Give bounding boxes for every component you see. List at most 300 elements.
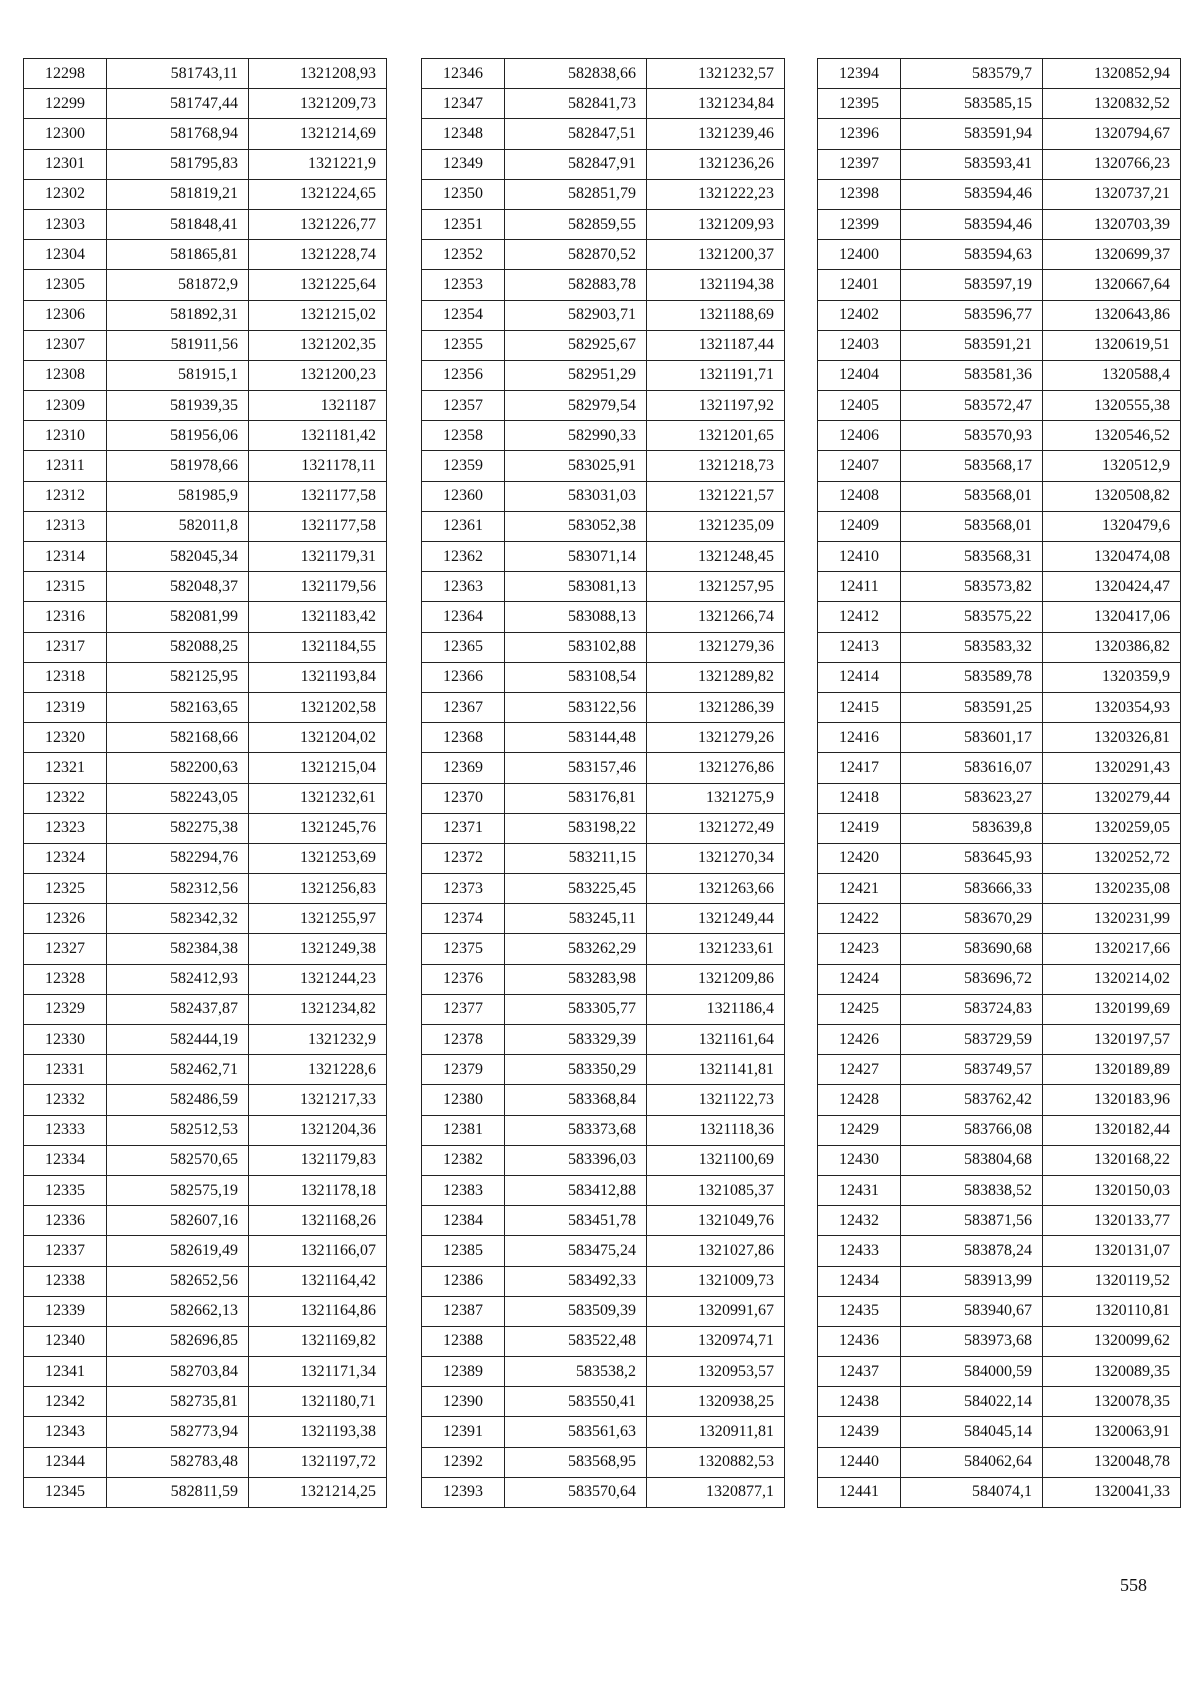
x-coordinate-cell: 583690,68 bbox=[901, 934, 1043, 964]
x-coordinate-cell: 582619,49 bbox=[107, 1236, 249, 1266]
x-coordinate-cell: 582088,25 bbox=[107, 632, 249, 662]
y-coordinate-cell: 1321221,57 bbox=[647, 481, 785, 511]
x-coordinate-cell: 581795,83 bbox=[107, 149, 249, 179]
x-coordinate-cell: 582652,56 bbox=[107, 1266, 249, 1296]
y-coordinate-cell: 1320252,72 bbox=[1043, 843, 1181, 873]
y-coordinate-cell: 1321248,45 bbox=[647, 542, 785, 572]
y-coordinate-cell: 1321255,97 bbox=[249, 904, 387, 934]
x-coordinate-cell: 583329,39 bbox=[505, 1025, 647, 1055]
x-coordinate-cell: 583081,13 bbox=[505, 572, 647, 602]
point-number-cell: 12404 bbox=[818, 360, 901, 390]
point-number-cell: 12382 bbox=[422, 1145, 505, 1175]
table-row bbox=[24, 723, 387, 753]
x-coordinate-cell: 584062,64 bbox=[901, 1447, 1043, 1477]
x-coordinate-cell: 583579,7 bbox=[901, 59, 1043, 89]
point-number-cell: 12298 bbox=[24, 59, 107, 89]
table-row bbox=[422, 723, 785, 753]
x-coordinate-cell: 583591,94 bbox=[901, 119, 1043, 149]
point-number-cell: 12366 bbox=[422, 662, 505, 692]
x-coordinate-cell: 583492,33 bbox=[505, 1266, 647, 1296]
table-row bbox=[818, 451, 1181, 481]
x-coordinate-cell: 581985,9 bbox=[107, 481, 249, 511]
point-number-cell: 12333 bbox=[24, 1115, 107, 1145]
x-coordinate-cell: 581865,81 bbox=[107, 240, 249, 270]
point-number-cell: 12325 bbox=[24, 874, 107, 904]
y-coordinate-cell: 1321204,02 bbox=[249, 723, 387, 753]
x-coordinate-cell: 581892,31 bbox=[107, 300, 249, 330]
point-number-cell: 12378 bbox=[422, 1025, 505, 1055]
y-coordinate-cell: 1320354,93 bbox=[1043, 692, 1181, 722]
x-coordinate-cell: 583724,83 bbox=[901, 994, 1043, 1024]
point-number-cell: 12305 bbox=[24, 270, 107, 300]
y-coordinate-cell: 1321178,11 bbox=[249, 451, 387, 481]
x-coordinate-cell: 583538,2 bbox=[505, 1357, 647, 1387]
table-row bbox=[24, 783, 387, 813]
point-number-cell: 12375 bbox=[422, 934, 505, 964]
y-coordinate-cell: 1321027,86 bbox=[647, 1236, 785, 1266]
point-number-cell: 12377 bbox=[422, 994, 505, 1024]
table-row bbox=[422, 904, 785, 934]
point-number-cell: 12352 bbox=[422, 240, 505, 270]
y-coordinate-cell: 1320131,07 bbox=[1043, 1236, 1181, 1266]
point-number-cell: 12430 bbox=[818, 1145, 901, 1175]
point-number-cell: 12429 bbox=[818, 1115, 901, 1145]
point-number-cell: 12415 bbox=[818, 692, 901, 722]
table-row bbox=[422, 813, 785, 843]
table-row bbox=[24, 602, 387, 632]
point-number-cell: 12400 bbox=[818, 240, 901, 270]
x-coordinate-cell: 583593,41 bbox=[901, 149, 1043, 179]
table-row bbox=[818, 602, 1181, 632]
x-coordinate-cell: 582841,73 bbox=[505, 89, 647, 119]
x-coordinate-cell: 581939,35 bbox=[107, 391, 249, 421]
point-number-cell: 12395 bbox=[818, 89, 901, 119]
table-row bbox=[818, 89, 1181, 119]
point-number-cell: 12342 bbox=[24, 1387, 107, 1417]
y-coordinate-cell: 1321177,58 bbox=[249, 511, 387, 541]
y-coordinate-cell: 1321215,02 bbox=[249, 300, 387, 330]
x-coordinate-cell: 583616,07 bbox=[901, 753, 1043, 783]
point-number-cell: 12334 bbox=[24, 1145, 107, 1175]
point-number-cell: 12349 bbox=[422, 149, 505, 179]
x-coordinate-cell: 582990,33 bbox=[505, 421, 647, 451]
point-number-cell: 12310 bbox=[24, 421, 107, 451]
table-row bbox=[422, 692, 785, 722]
table-row bbox=[422, 602, 785, 632]
y-coordinate-cell: 1321183,42 bbox=[249, 602, 387, 632]
y-coordinate-cell: 1321235,09 bbox=[647, 511, 785, 541]
y-coordinate-cell: 1320667,64 bbox=[1043, 270, 1181, 300]
x-coordinate-cell: 583509,39 bbox=[505, 1296, 647, 1326]
table-row bbox=[422, 662, 785, 692]
point-number-cell: 12434 bbox=[818, 1266, 901, 1296]
table-row bbox=[818, 1145, 1181, 1175]
point-number-cell: 12435 bbox=[818, 1296, 901, 1326]
x-coordinate-cell: 583838,52 bbox=[901, 1175, 1043, 1205]
point-number-cell: 12406 bbox=[818, 421, 901, 451]
x-coordinate-cell: 583878,24 bbox=[901, 1236, 1043, 1266]
x-coordinate-cell: 581768,94 bbox=[107, 119, 249, 149]
y-coordinate-cell: 1321141,81 bbox=[647, 1055, 785, 1085]
point-number-cell: 12346 bbox=[422, 59, 505, 89]
y-coordinate-cell: 1320048,78 bbox=[1043, 1447, 1181, 1477]
y-coordinate-cell: 1321178,18 bbox=[249, 1175, 387, 1205]
point-number-cell: 12324 bbox=[24, 843, 107, 873]
y-coordinate-cell: 1321286,39 bbox=[647, 692, 785, 722]
table-row bbox=[818, 1447, 1181, 1477]
y-coordinate-cell: 1320183,96 bbox=[1043, 1085, 1181, 1115]
point-number-cell: 12438 bbox=[818, 1387, 901, 1417]
y-coordinate-cell: 1321208,93 bbox=[249, 59, 387, 89]
point-number-cell: 12367 bbox=[422, 692, 505, 722]
y-coordinate-cell: 1321179,56 bbox=[249, 572, 387, 602]
y-coordinate-cell: 1321100,69 bbox=[647, 1145, 785, 1175]
table-row bbox=[422, 934, 785, 964]
x-coordinate-cell: 582925,67 bbox=[505, 330, 647, 360]
y-coordinate-cell: 1321194,38 bbox=[647, 270, 785, 300]
point-number-cell: 12393 bbox=[422, 1477, 505, 1507]
x-coordinate-cell: 583052,38 bbox=[505, 511, 647, 541]
point-number-cell: 12319 bbox=[24, 692, 107, 722]
y-coordinate-cell: 1321226,77 bbox=[249, 209, 387, 239]
x-coordinate-cell: 583594,46 bbox=[901, 209, 1043, 239]
x-coordinate-cell: 583591,21 bbox=[901, 330, 1043, 360]
y-coordinate-cell: 1321249,44 bbox=[647, 904, 785, 934]
x-coordinate-cell: 583568,31 bbox=[901, 542, 1043, 572]
table-row bbox=[24, 330, 387, 360]
table-row bbox=[818, 119, 1181, 149]
y-coordinate-cell: 1320291,43 bbox=[1043, 753, 1181, 783]
y-coordinate-cell: 1321181,42 bbox=[249, 421, 387, 451]
point-number-cell: 12398 bbox=[818, 179, 901, 209]
point-number-cell: 12312 bbox=[24, 481, 107, 511]
table-row bbox=[422, 270, 785, 300]
y-coordinate-cell: 1321275,9 bbox=[647, 783, 785, 813]
y-coordinate-cell: 1321249,38 bbox=[249, 934, 387, 964]
point-number-cell: 12405 bbox=[818, 391, 901, 421]
y-coordinate-cell: 1321122,73 bbox=[647, 1085, 785, 1115]
point-number-cell: 12355 bbox=[422, 330, 505, 360]
point-number-cell: 12332 bbox=[24, 1085, 107, 1115]
y-coordinate-cell: 1320643,86 bbox=[1043, 300, 1181, 330]
y-coordinate-cell: 1320766,23 bbox=[1043, 149, 1181, 179]
y-coordinate-cell: 1320110,81 bbox=[1043, 1296, 1181, 1326]
x-coordinate-cell: 582703,84 bbox=[107, 1357, 249, 1387]
y-coordinate-cell: 1321202,35 bbox=[249, 330, 387, 360]
point-number-cell: 12421 bbox=[818, 874, 901, 904]
y-coordinate-cell: 1321276,86 bbox=[647, 753, 785, 783]
y-coordinate-cell: 1321221,9 bbox=[249, 149, 387, 179]
point-number-cell: 12423 bbox=[818, 934, 901, 964]
x-coordinate-cell: 583589,78 bbox=[901, 662, 1043, 692]
table-row bbox=[818, 753, 1181, 783]
table-row bbox=[24, 662, 387, 692]
x-coordinate-cell: 581956,06 bbox=[107, 421, 249, 451]
point-number-cell: 12340 bbox=[24, 1326, 107, 1356]
y-coordinate-cell: 1321202,58 bbox=[249, 692, 387, 722]
point-number-cell: 12379 bbox=[422, 1055, 505, 1085]
x-coordinate-cell: 582168,66 bbox=[107, 723, 249, 753]
table-row bbox=[818, 1085, 1181, 1115]
x-coordinate-cell: 582783,48 bbox=[107, 1447, 249, 1477]
y-coordinate-cell: 1320119,52 bbox=[1043, 1266, 1181, 1296]
table-row bbox=[818, 783, 1181, 813]
x-coordinate-cell: 582735,81 bbox=[107, 1387, 249, 1417]
x-coordinate-cell: 581872,9 bbox=[107, 270, 249, 300]
y-coordinate-cell: 1321222,23 bbox=[647, 179, 785, 209]
table-row bbox=[818, 1115, 1181, 1145]
x-coordinate-cell: 583594,46 bbox=[901, 179, 1043, 209]
table-row bbox=[24, 1326, 387, 1356]
table-row bbox=[818, 934, 1181, 964]
table-row bbox=[422, 1206, 785, 1236]
x-coordinate-cell: 583973,68 bbox=[901, 1326, 1043, 1356]
y-coordinate-cell: 1321244,23 bbox=[249, 964, 387, 994]
table-row bbox=[422, 209, 785, 239]
table-row bbox=[24, 1025, 387, 1055]
point-number-cell: 12369 bbox=[422, 753, 505, 783]
table-row bbox=[24, 240, 387, 270]
point-number-cell: 12327 bbox=[24, 934, 107, 964]
table-row bbox=[422, 1025, 785, 1055]
point-number-cell: 12326 bbox=[24, 904, 107, 934]
y-coordinate-cell: 1321218,73 bbox=[647, 451, 785, 481]
point-number-cell: 12432 bbox=[818, 1206, 901, 1236]
x-coordinate-cell: 582462,71 bbox=[107, 1055, 249, 1085]
y-coordinate-cell: 1321169,82 bbox=[249, 1326, 387, 1356]
table-row bbox=[24, 843, 387, 873]
point-number-cell: 12418 bbox=[818, 783, 901, 813]
point-number-cell: 12359 bbox=[422, 451, 505, 481]
table-row bbox=[818, 59, 1181, 89]
table-row bbox=[818, 542, 1181, 572]
x-coordinate-cell: 582838,66 bbox=[505, 59, 647, 89]
table-row bbox=[24, 632, 387, 662]
x-coordinate-cell: 583762,42 bbox=[901, 1085, 1043, 1115]
y-coordinate-cell: 1320217,66 bbox=[1043, 934, 1181, 964]
point-number-cell: 12439 bbox=[818, 1417, 901, 1447]
x-coordinate-cell: 582412,93 bbox=[107, 964, 249, 994]
y-coordinate-cell: 1320214,02 bbox=[1043, 964, 1181, 994]
x-coordinate-cell: 583071,14 bbox=[505, 542, 647, 572]
y-coordinate-cell: 1321085,37 bbox=[647, 1175, 785, 1205]
x-coordinate-cell: 581848,41 bbox=[107, 209, 249, 239]
point-number-cell: 12358 bbox=[422, 421, 505, 451]
table-row bbox=[818, 209, 1181, 239]
point-number-cell: 12362 bbox=[422, 542, 505, 572]
x-coordinate-cell: 583645,93 bbox=[901, 843, 1043, 873]
y-coordinate-cell: 1320150,03 bbox=[1043, 1175, 1181, 1205]
point-number-cell: 12387 bbox=[422, 1296, 505, 1326]
y-coordinate-cell: 1320508,82 bbox=[1043, 481, 1181, 511]
y-coordinate-cell: 1321228,74 bbox=[249, 240, 387, 270]
x-coordinate-cell: 581747,44 bbox=[107, 89, 249, 119]
y-coordinate-cell: 1320512,9 bbox=[1043, 451, 1181, 481]
point-number-cell: 12314 bbox=[24, 542, 107, 572]
y-coordinate-cell: 1320832,52 bbox=[1043, 89, 1181, 119]
y-coordinate-cell: 1321263,66 bbox=[647, 874, 785, 904]
y-coordinate-cell: 1321200,37 bbox=[647, 240, 785, 270]
y-coordinate-cell: 1321279,36 bbox=[647, 632, 785, 662]
x-coordinate-cell: 583568,95 bbox=[505, 1447, 647, 1477]
point-number-cell: 12364 bbox=[422, 602, 505, 632]
point-number-cell: 12299 bbox=[24, 89, 107, 119]
point-number-cell: 12372 bbox=[422, 843, 505, 873]
x-coordinate-cell: 582342,32 bbox=[107, 904, 249, 934]
x-coordinate-cell: 583568,17 bbox=[901, 451, 1043, 481]
table-row bbox=[422, 360, 785, 390]
table-row bbox=[24, 1206, 387, 1236]
x-coordinate-cell: 583594,63 bbox=[901, 240, 1043, 270]
y-coordinate-cell: 1321232,57 bbox=[647, 59, 785, 89]
table-row bbox=[818, 1055, 1181, 1085]
y-coordinate-cell: 1320703,39 bbox=[1043, 209, 1181, 239]
point-number-cell: 12396 bbox=[818, 119, 901, 149]
point-number-cell: 12368 bbox=[422, 723, 505, 753]
table-row bbox=[24, 511, 387, 541]
x-coordinate-cell: 581915,1 bbox=[107, 360, 249, 390]
y-coordinate-cell: 1320588,4 bbox=[1043, 360, 1181, 390]
x-coordinate-cell: 583570,64 bbox=[505, 1477, 647, 1507]
x-coordinate-cell: 583766,08 bbox=[901, 1115, 1043, 1145]
table-row bbox=[818, 240, 1181, 270]
y-coordinate-cell: 1320197,57 bbox=[1043, 1025, 1181, 1055]
x-coordinate-cell: 582048,37 bbox=[107, 572, 249, 602]
y-coordinate-cell: 1320089,35 bbox=[1043, 1357, 1181, 1387]
y-coordinate-cell: 1320619,51 bbox=[1043, 330, 1181, 360]
x-coordinate-cell: 581819,21 bbox=[107, 179, 249, 209]
table-row bbox=[24, 391, 387, 421]
point-number-cell: 12428 bbox=[818, 1085, 901, 1115]
table-row bbox=[818, 179, 1181, 209]
x-coordinate-cell: 583283,98 bbox=[505, 964, 647, 994]
y-coordinate-cell: 1320479,6 bbox=[1043, 511, 1181, 541]
x-coordinate-cell: 583639,8 bbox=[901, 813, 1043, 843]
table-row bbox=[422, 1357, 785, 1387]
table-row bbox=[818, 360, 1181, 390]
y-coordinate-cell: 1321225,64 bbox=[249, 270, 387, 300]
x-coordinate-cell: 583088,13 bbox=[505, 602, 647, 632]
y-coordinate-cell: 1321184,55 bbox=[249, 632, 387, 662]
x-coordinate-cell: 583804,68 bbox=[901, 1145, 1043, 1175]
x-coordinate-cell: 583670,29 bbox=[901, 904, 1043, 934]
table-row bbox=[24, 572, 387, 602]
x-coordinate-cell: 583245,11 bbox=[505, 904, 647, 934]
y-coordinate-cell: 1320235,08 bbox=[1043, 874, 1181, 904]
point-number-cell: 12300 bbox=[24, 119, 107, 149]
y-coordinate-cell: 1321214,25 bbox=[249, 1477, 387, 1507]
x-coordinate-cell: 583451,78 bbox=[505, 1206, 647, 1236]
point-number-cell: 12337 bbox=[24, 1236, 107, 1266]
point-number-cell: 12361 bbox=[422, 511, 505, 541]
table-row bbox=[24, 753, 387, 783]
y-coordinate-cell: 1321201,65 bbox=[647, 421, 785, 451]
y-coordinate-cell: 1320279,44 bbox=[1043, 783, 1181, 813]
table-row bbox=[24, 451, 387, 481]
x-coordinate-cell: 581911,56 bbox=[107, 330, 249, 360]
y-coordinate-cell: 1320359,9 bbox=[1043, 662, 1181, 692]
y-coordinate-cell: 1321197,72 bbox=[249, 1447, 387, 1477]
x-coordinate-cell: 583749,57 bbox=[901, 1055, 1043, 1085]
y-coordinate-cell: 1320259,05 bbox=[1043, 813, 1181, 843]
x-coordinate-cell: 583550,41 bbox=[505, 1387, 647, 1417]
point-number-cell: 12311 bbox=[24, 451, 107, 481]
y-coordinate-cell: 1321204,36 bbox=[249, 1115, 387, 1145]
table-row bbox=[422, 1085, 785, 1115]
point-number-cell: 12308 bbox=[24, 360, 107, 390]
y-coordinate-cell: 1321236,26 bbox=[647, 149, 785, 179]
x-coordinate-cell: 583031,03 bbox=[505, 481, 647, 511]
table-row bbox=[422, 1417, 785, 1447]
y-coordinate-cell: 1321186,4 bbox=[647, 994, 785, 1024]
y-coordinate-cell: 1321193,84 bbox=[249, 662, 387, 692]
table-row bbox=[422, 783, 785, 813]
point-number-cell: 12370 bbox=[422, 783, 505, 813]
x-coordinate-cell: 583585,15 bbox=[901, 89, 1043, 119]
y-coordinate-cell: 1320474,08 bbox=[1043, 542, 1181, 572]
table-row bbox=[24, 1115, 387, 1145]
y-coordinate-cell: 1321209,93 bbox=[647, 209, 785, 239]
x-coordinate-cell: 582081,99 bbox=[107, 602, 249, 632]
x-coordinate-cell: 584000,59 bbox=[901, 1357, 1043, 1387]
x-coordinate-cell: 582243,05 bbox=[107, 783, 249, 813]
table-row bbox=[818, 1175, 1181, 1205]
x-coordinate-cell: 582870,52 bbox=[505, 240, 647, 270]
y-coordinate-cell: 1321177,58 bbox=[249, 481, 387, 511]
x-coordinate-cell: 583601,17 bbox=[901, 723, 1043, 753]
y-coordinate-cell: 1320424,47 bbox=[1043, 572, 1181, 602]
table-row bbox=[818, 572, 1181, 602]
x-coordinate-cell: 583583,32 bbox=[901, 632, 1043, 662]
table-row bbox=[422, 149, 785, 179]
y-coordinate-cell: 1320417,06 bbox=[1043, 602, 1181, 632]
table-row bbox=[422, 240, 785, 270]
y-coordinate-cell: 1321209,86 bbox=[647, 964, 785, 994]
table-row bbox=[818, 1326, 1181, 1356]
point-number-cell: 12357 bbox=[422, 391, 505, 421]
table-row bbox=[24, 542, 387, 572]
point-number-cell: 12328 bbox=[24, 964, 107, 994]
point-number-cell: 12335 bbox=[24, 1175, 107, 1205]
x-coordinate-cell: 583368,84 bbox=[505, 1085, 647, 1115]
x-coordinate-cell: 582312,56 bbox=[107, 874, 249, 904]
y-coordinate-cell: 1320991,67 bbox=[647, 1296, 785, 1326]
x-coordinate-cell: 582011,8 bbox=[107, 511, 249, 541]
x-coordinate-cell: 582951,29 bbox=[505, 360, 647, 390]
y-coordinate-cell: 1320168,22 bbox=[1043, 1145, 1181, 1175]
y-coordinate-cell: 1321257,95 bbox=[647, 572, 785, 602]
table-row bbox=[422, 1236, 785, 1266]
table-row bbox=[422, 1266, 785, 1296]
y-coordinate-cell: 1320938,25 bbox=[647, 1387, 785, 1417]
y-coordinate-cell: 1321049,76 bbox=[647, 1206, 785, 1236]
y-coordinate-cell: 1321253,69 bbox=[249, 843, 387, 873]
y-coordinate-cell: 1321187 bbox=[249, 391, 387, 421]
x-coordinate-cell: 584022,14 bbox=[901, 1387, 1043, 1417]
table-row bbox=[422, 572, 785, 602]
table-row bbox=[818, 1417, 1181, 1447]
x-coordinate-cell: 583350,29 bbox=[505, 1055, 647, 1085]
y-coordinate-cell: 1321197,92 bbox=[647, 391, 785, 421]
table-row bbox=[818, 994, 1181, 1024]
point-number-cell: 12414 bbox=[818, 662, 901, 692]
point-number-cell: 12397 bbox=[818, 149, 901, 179]
table-row bbox=[24, 1387, 387, 1417]
table-row bbox=[24, 1447, 387, 1477]
table-row bbox=[818, 300, 1181, 330]
point-number-cell: 12363 bbox=[422, 572, 505, 602]
point-number-cell: 12385 bbox=[422, 1236, 505, 1266]
